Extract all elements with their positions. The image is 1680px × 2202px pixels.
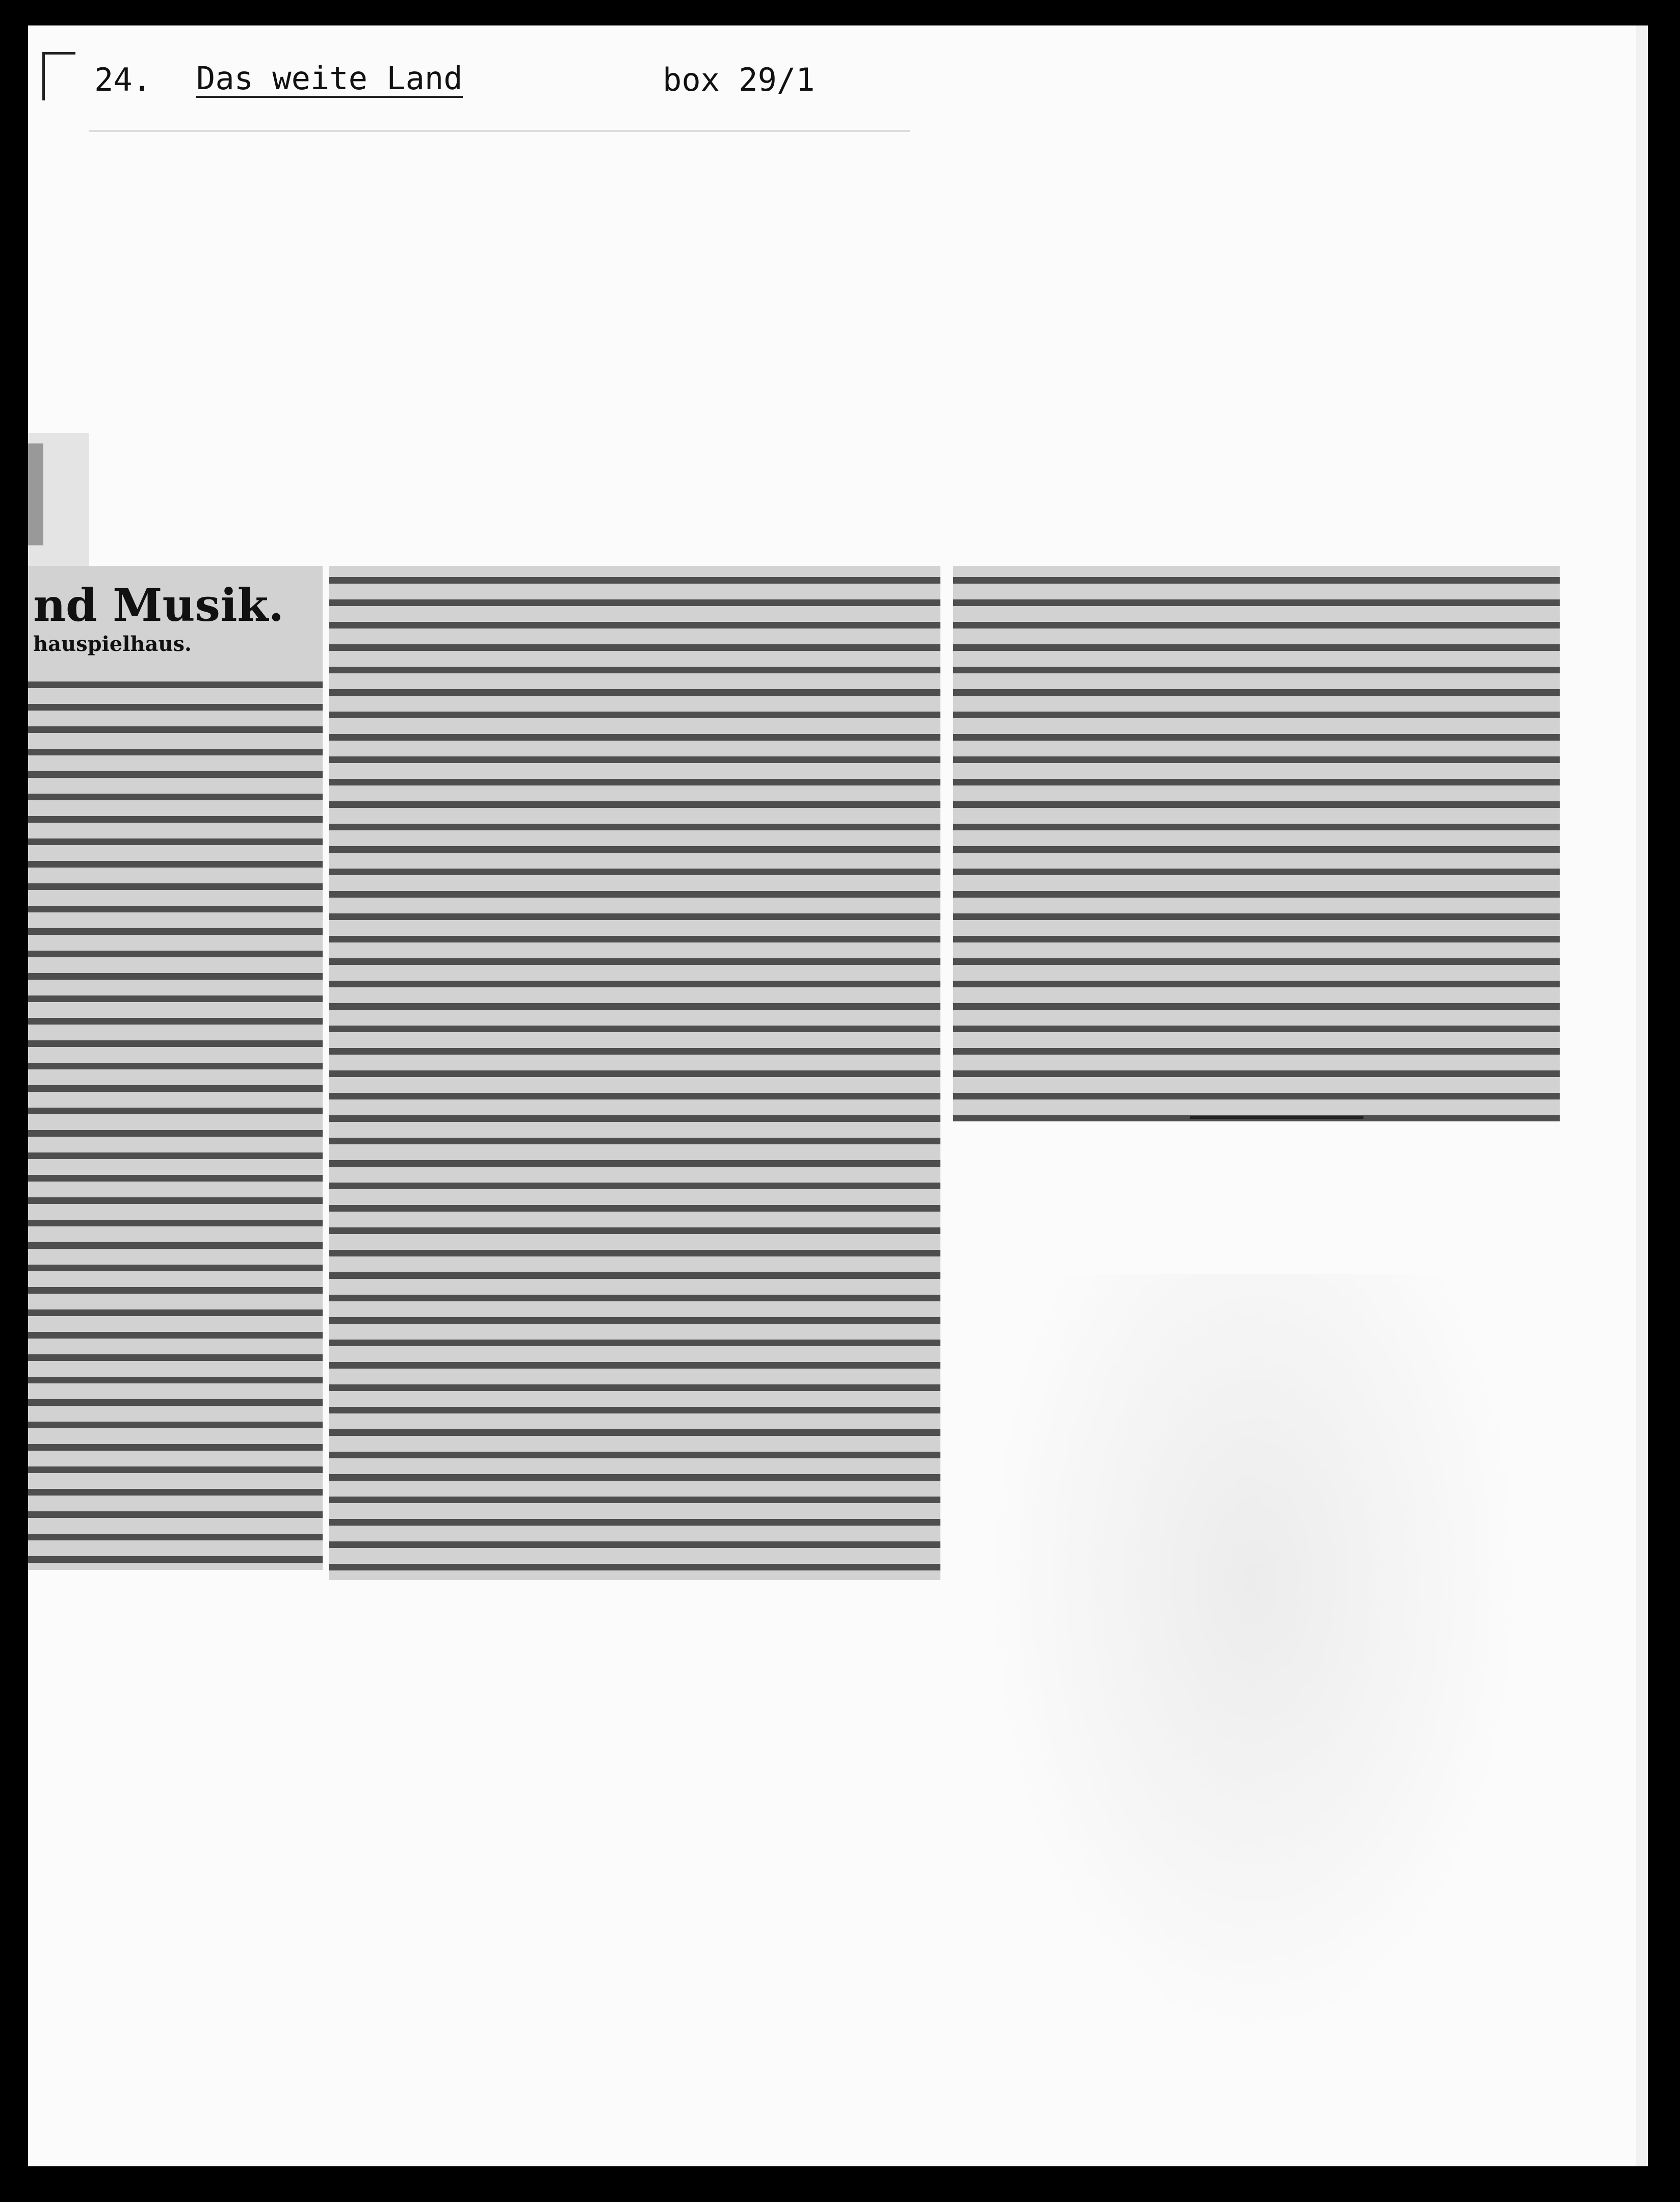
column-text-lines xyxy=(28,670,323,1570)
box-label: box 29/1 xyxy=(663,61,815,98)
clipping-heading-block xyxy=(28,566,323,663)
clipping-column-right xyxy=(953,566,1560,1121)
page-shadow xyxy=(986,1274,1521,2039)
clipping-column-left xyxy=(28,566,323,1570)
column-text-lines xyxy=(329,566,940,1580)
folder-title: Das weite Land xyxy=(196,61,463,98)
clipping-heading: nd Musik. xyxy=(33,579,284,632)
folder-number: 24. xyxy=(94,61,151,98)
clipping-column-middle xyxy=(329,566,940,1580)
page-edge xyxy=(1636,25,1648,2166)
margin-fragment xyxy=(28,433,89,566)
archive-page xyxy=(28,25,1648,2166)
header-rule xyxy=(89,130,910,132)
clipping-subheading: hauspielhaus. xyxy=(33,632,192,656)
article-end-rule xyxy=(1190,1116,1363,1119)
column-text-lines xyxy=(953,566,1560,1121)
page-header xyxy=(28,25,1648,158)
